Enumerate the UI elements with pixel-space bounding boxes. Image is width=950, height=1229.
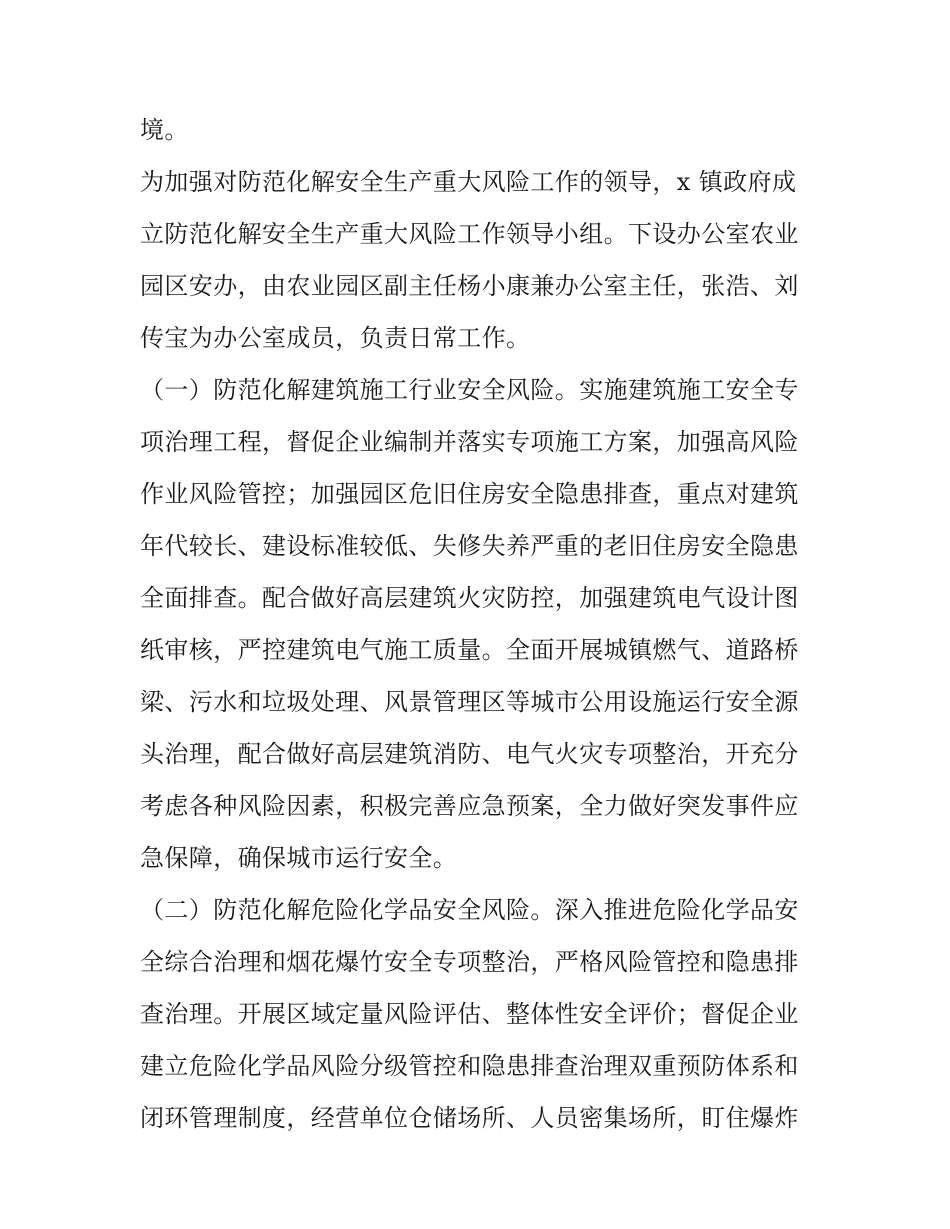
text-line: 纸审核，严控建筑电气施工质量。全面开展城镇燃气、道路桥 — [140, 636, 799, 664]
text-line: 境。 — [140, 116, 189, 144]
text-line: 为加强对防范化解安全生产重大风险工作的领导，x 镇政府成 — [140, 168, 797, 196]
text-line: （二）防范化解危险化学品安全风险。深入推进危险化学品安 — [140, 896, 799, 924]
text-line: 考虑各种风险因素，积极完善应急预案，全力做好突发事件应 — [140, 792, 799, 820]
text-line: 查治理。开展区域定量风险评估、整体性安全评价；督促企业 — [140, 1000, 799, 1028]
text-line: 全面排查。配合做好高层建筑火灾防控，加强建筑电气设计图 — [140, 584, 799, 612]
text-line: （一）防范化解建筑施工行业安全风险。实施建筑施工安全专 — [140, 376, 799, 404]
text-line: 立防范化解安全生产重大风险工作领导小组。下设办公室农业 — [140, 220, 799, 248]
text-line: 园区安办，由农业园区副主任杨小康兼办公室主任，张浩、刘 — [140, 272, 799, 300]
text-line: 头治理，配合做好高层建筑消防、电气火灾专项整治，开充分 — [140, 740, 799, 768]
text-line: 建立危险化学品风险分级管控和隐患排查治理双重预防体系和 — [140, 1052, 799, 1080]
text-line: 急保障，确保城市运行安全。 — [140, 844, 458, 872]
text-line: 年代较长、建设标准较低、失修失养严重的老旧住房安全隐患 — [140, 532, 799, 560]
text-line: 传宝为办公室成员，负责日常工作。 — [140, 324, 531, 352]
text-line: 全综合治理和烟花爆竹安全专项整治，严格风险管控和隐患排 — [140, 948, 799, 976]
text-line: 闭环管理制度，经营单位仓储场所、人员密集场所，盯住爆炸 — [140, 1104, 799, 1132]
text-line: 作业风险管控；加强园区危旧住房安全隐患排查，重点对建筑 — [140, 480, 799, 508]
text-line: 项治理工程，督促企业编制并落实专项施工方案，加强高风险 — [140, 428, 799, 456]
text-line: 梁、污水和垃圾处理、风景管理区等城市公用设施运行安全源 — [140, 688, 799, 716]
document-body — [140, 104, 812, 1144]
